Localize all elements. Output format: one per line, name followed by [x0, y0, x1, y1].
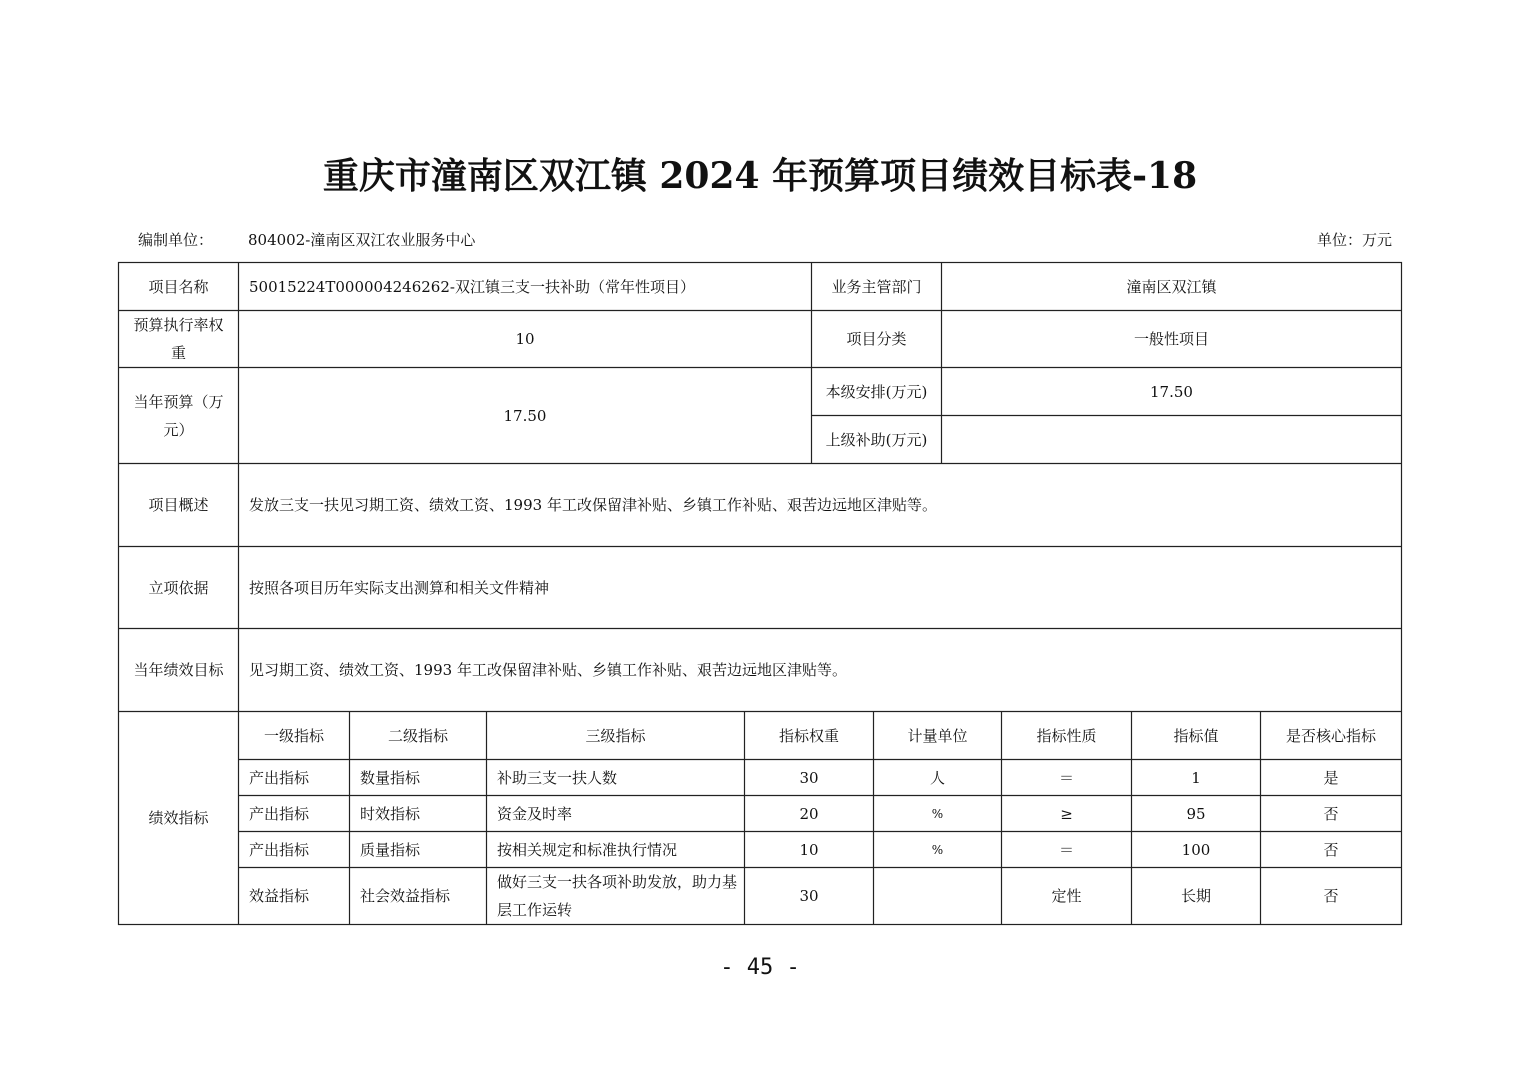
upper-subsidy-label: 上级补助(万元) [825, 430, 928, 449]
table-row-3-unit: % [931, 842, 944, 857]
table-row-1-level2: 数量指标 [360, 768, 421, 787]
dept-label: 业务主管部门 [831, 277, 922, 296]
table-row-3-level2: 质量指标 [360, 840, 421, 859]
table-row-3-level3: 按相关规定和标准执行情况 [497, 840, 678, 859]
header-level3: 三级指标 [585, 726, 646, 745]
dept-value: 潼南区双江镇 [1126, 277, 1217, 296]
header-core: 是否核心指标 [1285, 726, 1376, 745]
table-row-2-weight: 20 [799, 804, 819, 823]
table-row-4-level3: 做好三支一扶各项补助发放，助力基层工作运转 [497, 873, 738, 919]
local-funding-label: 本级安排(万元) [825, 382, 928, 401]
basis-value: 按照各项目历年实际支出测算和相关文件精神 [249, 578, 550, 597]
compiling-unit-label: 编制单位： [138, 231, 214, 249]
table-row-4-value: 长期 [1180, 887, 1211, 905]
table-row-2-level3: 资金及时率 [497, 804, 573, 823]
table-row-2-unit: % [931, 806, 944, 821]
table-row-2-core: 否 [1323, 804, 1339, 823]
table-row-1-level1: 产出指标 [249, 768, 310, 787]
goal-value: 见习期工资、绩效工资、1993 年工改保留津补贴、乡镇工作补贴、艰苦边远地区津贴等。 [249, 661, 847, 679]
page-number: - 45 - [720, 955, 800, 980]
header-level2: 二级指标 [387, 726, 448, 745]
upper-subsidy-value [942, 416, 1401, 463]
document-title: 重庆市潼南区双江镇 2024 年预算项目绩效目标表-18 [322, 155, 1198, 197]
exec-rate-value: 10 [515, 330, 535, 348]
budget-value: 17.50 [503, 406, 547, 425]
header-value: 指标值 [1173, 726, 1219, 745]
goal-label: 当年绩效目标 [133, 661, 224, 679]
header-nature: 指标性质 [1036, 726, 1097, 745]
table-row-1-unit: 人 [929, 768, 945, 787]
table-row-3-weight: 10 [799, 840, 819, 859]
table-row-4-nature: 定性 [1051, 887, 1082, 905]
compiling-unit-value: 804002-潼南区双江农业服务中心 [248, 231, 476, 249]
table-row-2-nature: ≥ [1060, 804, 1073, 823]
overview-value: 发放三支一扶见习期工资、绩效工资、1993 年工改保留津补贴、乡镇工作补贴、艰苦边远地区津贴等。 [249, 496, 937, 514]
budget-label: 当年预算（万元） [133, 392, 224, 439]
table-row-1-nature: ＝ [1058, 768, 1074, 787]
table-row-3-level1: 产出指标 [249, 840, 310, 859]
table-row-1-level3: 补助三支一扶人数 [497, 768, 618, 787]
table-row-2-level2: 时效指标 [360, 804, 421, 823]
exec-rate-label: 预算执行率权重 [133, 316, 224, 362]
table-row-4-level2: 社会效益指标 [360, 887, 451, 905]
compiling-unit [138, 229, 475, 250]
category-label: 项目分类 [846, 330, 907, 348]
table-row-4-unit [874, 868, 1001, 924]
header-weight: 指标权重 [778, 726, 839, 745]
project-name-value: 50015224T000004246262-双江镇三支一扶补助（常年性项目） [249, 277, 695, 296]
table-row-3-value: 100 [1181, 840, 1211, 859]
header-unit: 计量单位 [907, 726, 968, 745]
local-funding-value: 17.50 [1150, 382, 1193, 401]
table-row-4-core: 否 [1323, 887, 1339, 905]
table-row-1-core: 是 [1323, 768, 1339, 787]
overview-label: 项目概述 [148, 496, 209, 514]
table-row-4-weight: 30 [799, 887, 819, 905]
table-row-3-core: 否 [1323, 840, 1339, 859]
table-row-3-nature: ＝ [1058, 840, 1074, 859]
table-row-1-value: 1 [1191, 768, 1201, 787]
table-row-2-value: 95 [1186, 804, 1206, 823]
currency-unit: 单位：万元 [1316, 231, 1392, 249]
table-row-2-level1: 产出指标 [249, 804, 310, 823]
indicators-label: 绩效指标 [148, 809, 209, 827]
category-value: 一般性项目 [1133, 330, 1209, 348]
header-level1: 一级指标 [263, 726, 324, 745]
table-row-4-level1: 效益指标 [249, 887, 310, 905]
project-name-label: 项目名称 [148, 277, 209, 296]
table-row-1-weight: 30 [799, 768, 819, 787]
basis-label: 立项依据 [148, 578, 209, 597]
